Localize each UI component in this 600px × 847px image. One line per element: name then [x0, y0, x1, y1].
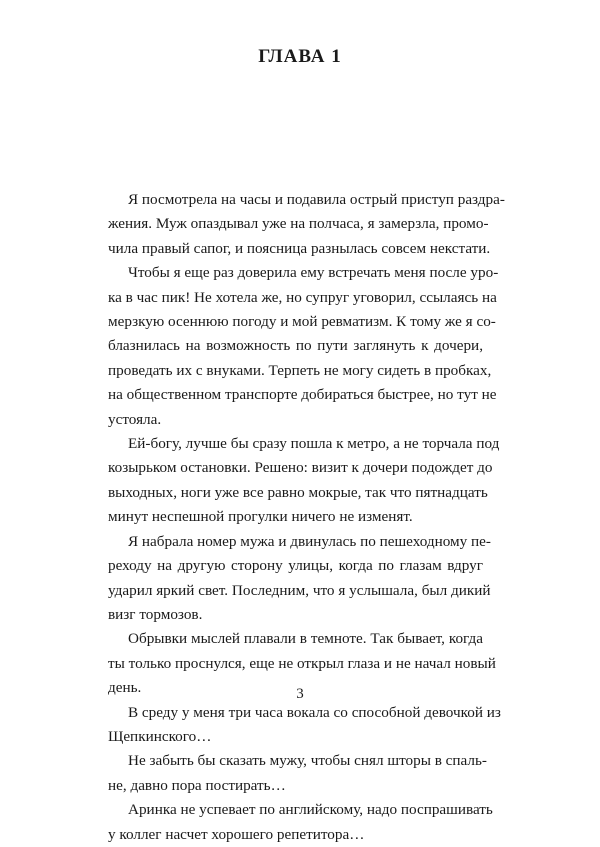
text-line: устояла.	[108, 410, 162, 428]
text-line: проведать их с внуками. Терпеть не могу сидеть в пробках,	[108, 361, 492, 379]
text-line: жения. Муж опаздывал уже на полчаса, я замерзла, промо-	[108, 215, 489, 233]
text-line: Ей-богу, лучше бы сразу пошла к метро, а не торчала под	[128, 435, 500, 453]
page-number: 3	[296, 686, 304, 702]
text-line: Щепкинского…	[108, 727, 212, 745]
chapter-title: ГЛАВА 1	[258, 46, 342, 67]
text-line: Чтобы я еще раз доверила ему встречать меня после уро-	[128, 264, 499, 282]
text-line: день.	[108, 679, 142, 697]
text-line: чила правый сапог, и поясница разнылась совсем некстати.	[108, 239, 491, 257]
text-line: Я набрала номер мужа и двинулась по пешеходному пе-	[128, 532, 491, 550]
text-line: не, давно пора постирать…	[108, 776, 286, 794]
text-line: козырьком остановки. Решено: визит к дочери подождет до	[108, 459, 493, 477]
paragraph	[108, 188, 505, 261]
text-line: реходу на другую сторону улицы, когда по глазам вдруг	[108, 557, 483, 575]
text-line: визг тормозов.	[108, 605, 203, 623]
body-text	[108, 188, 505, 847]
text-line: у коллег насчет хорошего репетитора…	[108, 825, 365, 843]
text-line: выходных, ноги уже все равно мокрые, так что пятнадцать	[108, 483, 488, 501]
text-line: Не забыть бы сказать мужу, чтобы снял шторы в спаль-	[128, 752, 487, 770]
paragraph	[108, 798, 493, 847]
text-line: Я посмотрела на часы и подавила острый приступ раздра-	[128, 191, 505, 208]
paragraph	[108, 701, 501, 750]
text-line: Аринка не успевает по английскому, надо поспрашивать	[128, 801, 493, 819]
text-line: на общественном транспорте добираться быстрее, но тут не	[108, 386, 497, 404]
text-line: мерзкую осеннюю погоду и мой ревматизм. К тому же я со-	[108, 313, 496, 331]
paragraph	[108, 432, 500, 530]
paragraph	[108, 749, 487, 798]
text-line: ударил яркий свет. Последним, что я услышала, был дикий	[108, 581, 491, 599]
paragraph	[108, 530, 491, 628]
text-line: ты только проснулся, еще не открыл глаза и не начал новый	[108, 654, 496, 672]
text-line: блазнилась на возможность по пути заглянуть к дочери,	[108, 337, 483, 355]
paragraph	[108, 261, 499, 432]
text-line: В среду у меня три часа вокала со способной девочкой из	[128, 703, 501, 721]
text-line: ка в час пик! Не хотела же, но супруг уговорил, ссылаясь на	[108, 288, 497, 306]
text-line: минут неспешной прогулки ничего не изменят.	[108, 508, 413, 526]
text-line: Обрывки мыслей плавали в темноте. Так бывает, когда	[128, 630, 483, 648]
